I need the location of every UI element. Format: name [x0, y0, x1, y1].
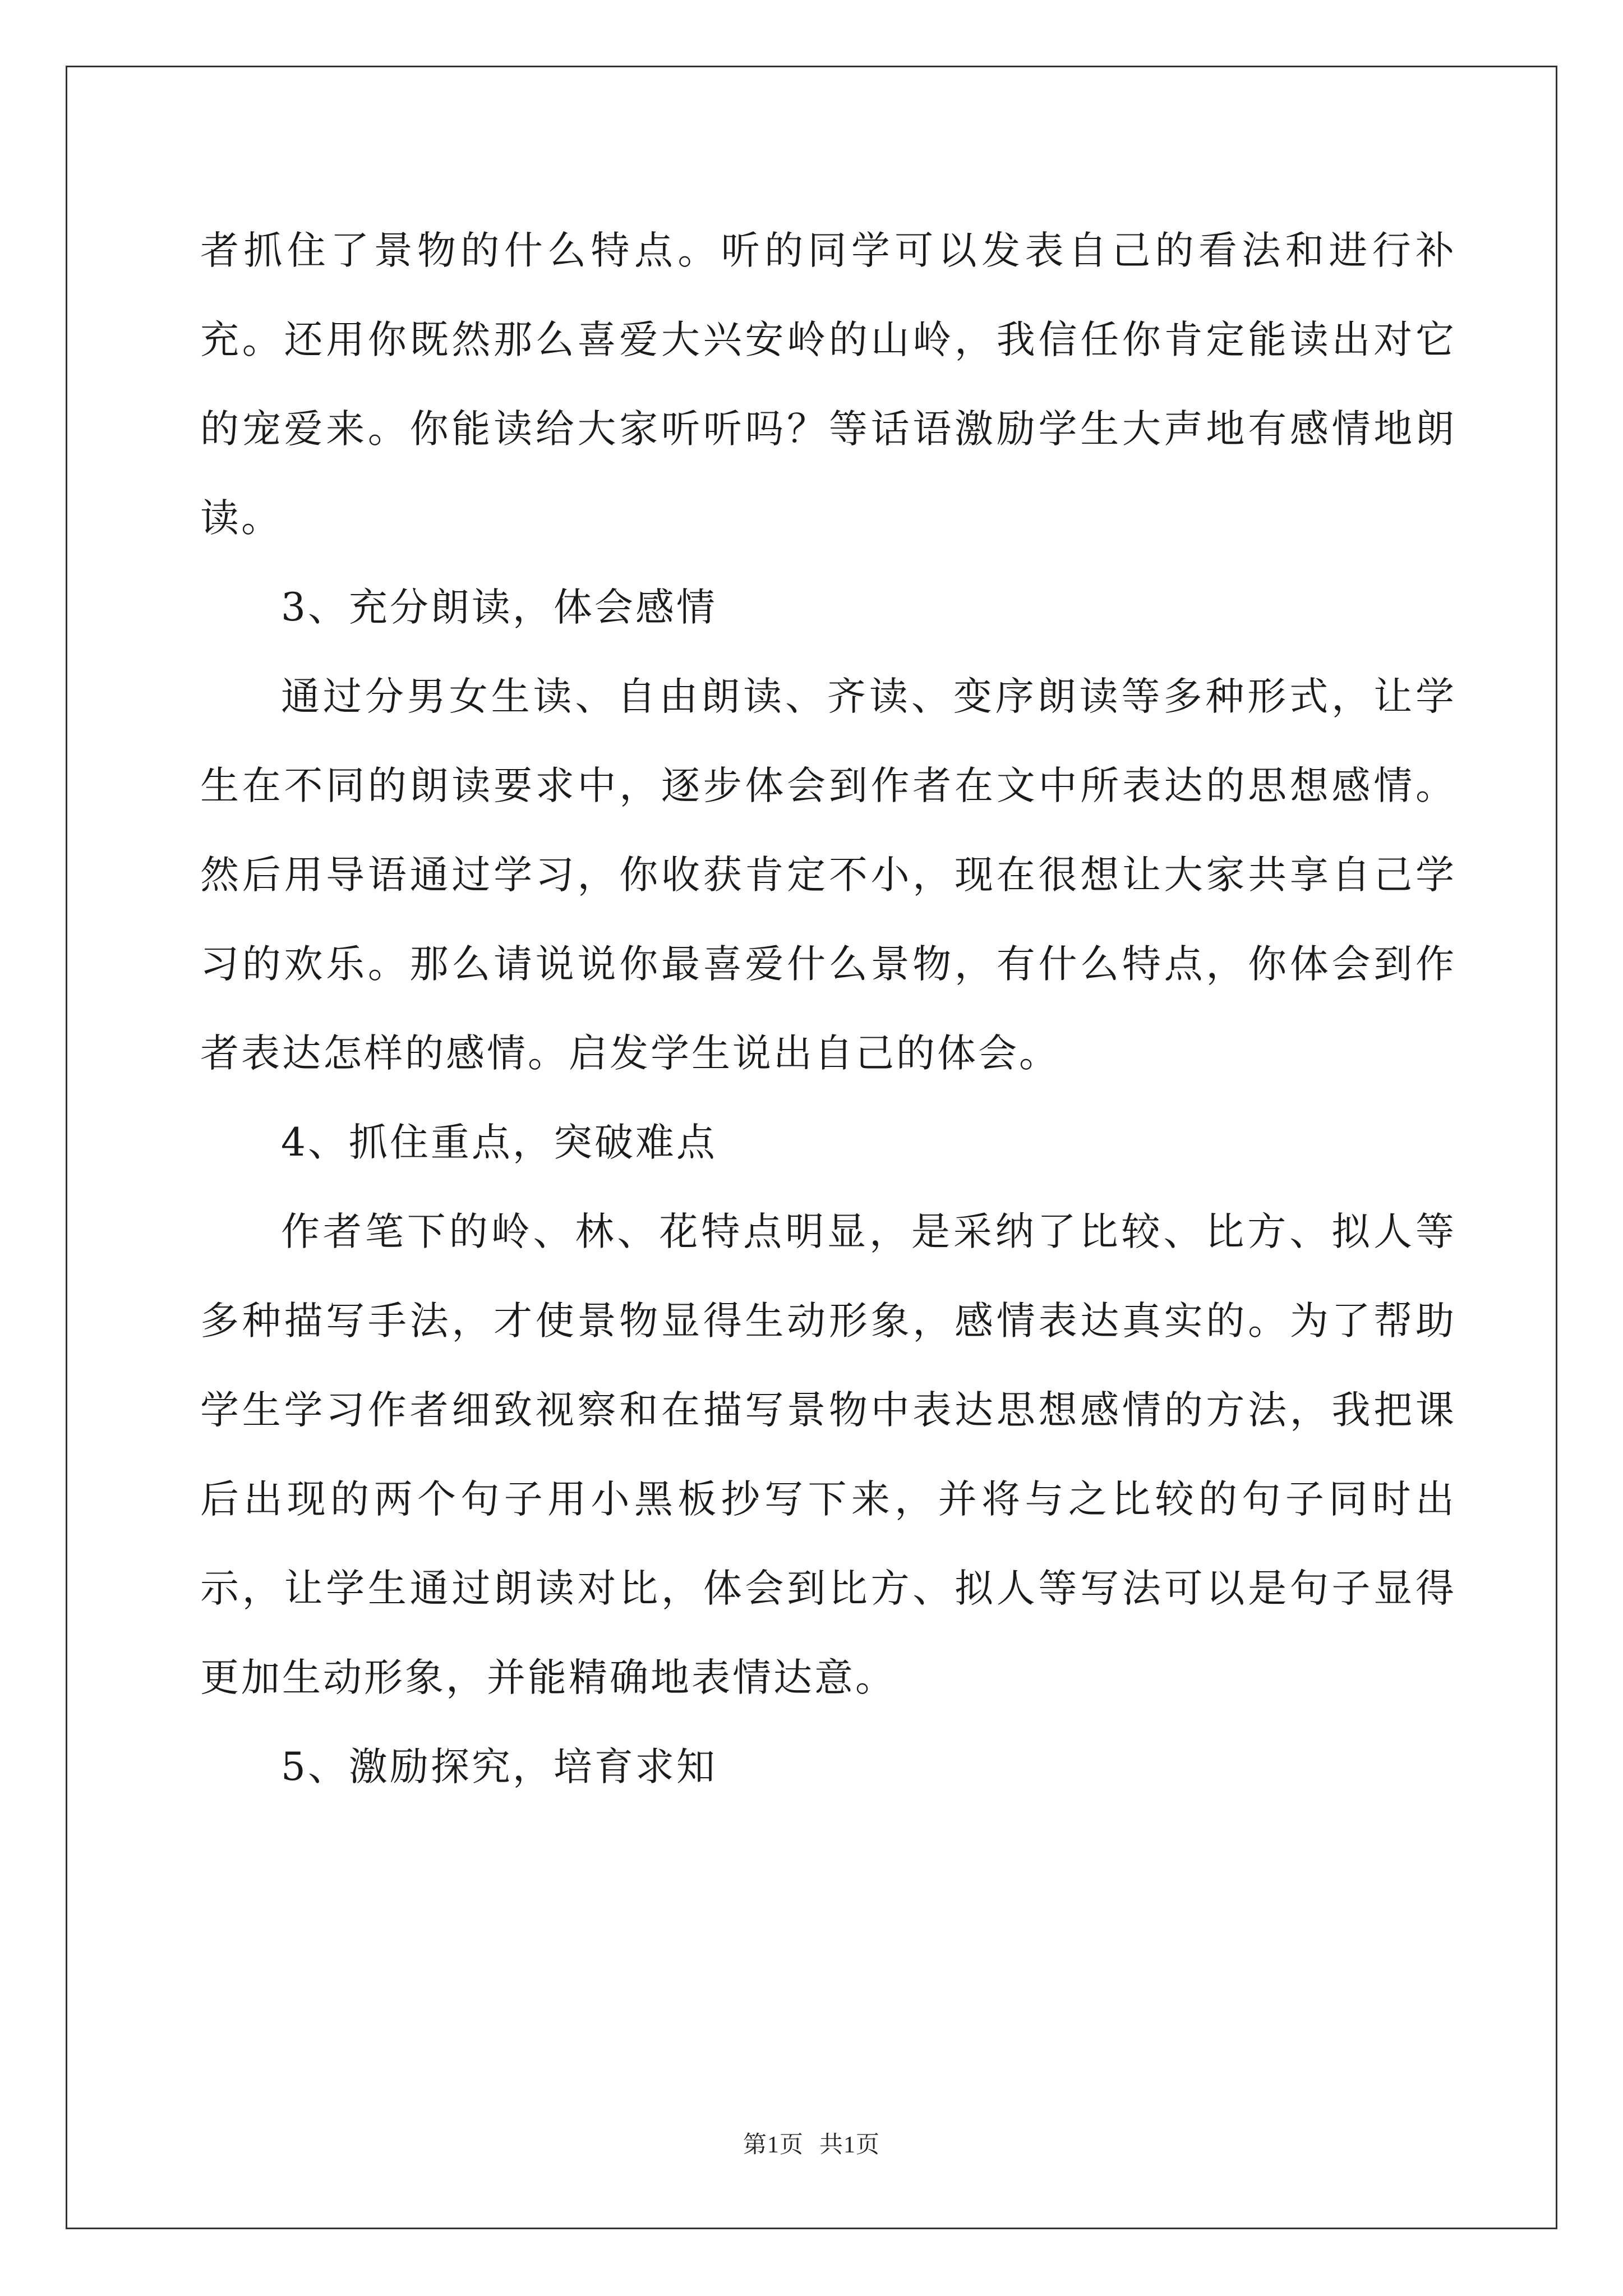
- heading-4: 4、抓住重点，突破难点: [281, 1120, 717, 1165]
- heading-5: 5、激励探究，培育求知: [281, 1745, 717, 1789]
- heading-3: 3、充分朗读，体会感情: [281, 585, 717, 630]
- paragraph-2: 通过分男女生读、自由朗读、齐读、变序朗读等多种形式，让学生在不同的朗读要求中，逐步体会到作者在文中所表达的思想感情。然后用导语通过学习，你收获肯定不小，现在很想让大家共享自己学习的欢乐。那么请说说你最喜爱什么景物，有什么特点，你体会到作者表达怎样的感情。启发学生说出自己的体会。: [200, 674, 1456, 1076]
- paragraph-3: 作者笔下的岭、林、花特点明显，是采纳了比较、比方、拟人等多种描写手法，才使景物显得生动形象，感情表达真实的。为了帮助学生学习作者细致视察和在描写景物中表达思想感情的方法，我把课后出现的两个句子用小黑板抄写下来，并将与之比较的句子同时出示，让学生通过朗读对比，体会到比方、拟人等写法可以是句子显得更加生动形象，并能精确地表情达意。: [200, 1209, 1456, 1700]
- page-number: 第1页: [743, 2132, 804, 2158]
- document-body: [200, 206, 1456, 1812]
- page-footer: [0, 2126, 1623, 2160]
- page-total: 共1页: [819, 2132, 880, 2158]
- paragraph-1: 者抓住了景物的什么特点。听的同学可以发表自己的看法和进行补充。还用你既然那么喜爱大兴安岭的山岭，我信任你肯定能读出对它的宠爱来。你能读给大家听听吗？等话语激励学生大声地有感情地朗读。: [200, 228, 1456, 541]
